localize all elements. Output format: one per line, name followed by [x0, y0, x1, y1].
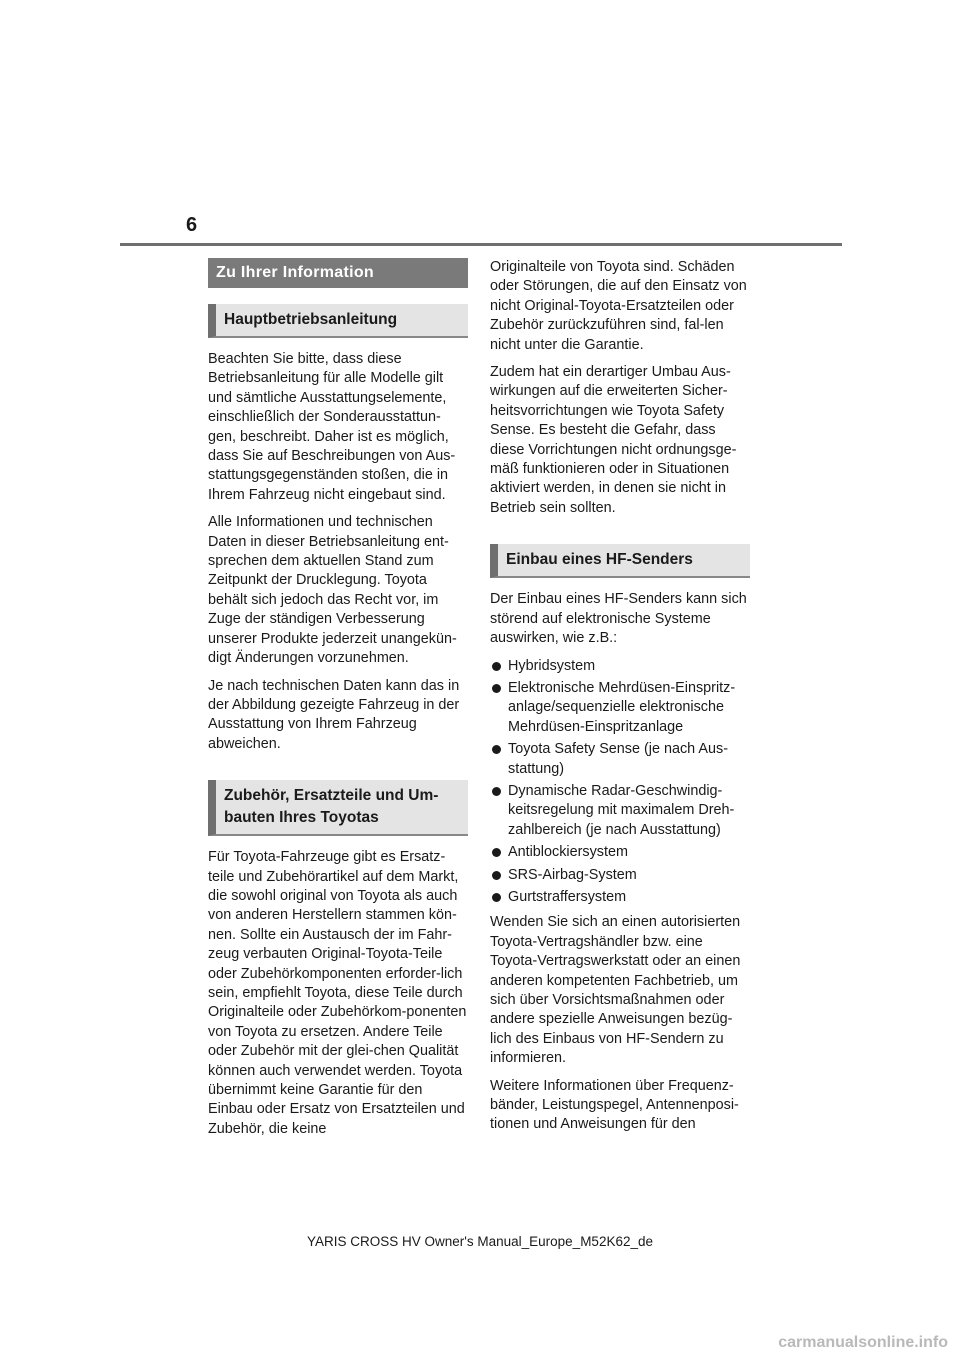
- bullet-icon: [492, 893, 501, 902]
- list-item: [490, 866, 750, 885]
- systems-list: [490, 657, 750, 908]
- list-item-text: Toyota Safety Sense (je nach Aus-stattung): [508, 741, 728, 777]
- paragraph: Originalteile von Toyota sind. Schäden oder Störungen, die auf den Einsatz von nicht Original-Toyota-Ersatzteilen oder Zubehör zurückzuführen sind, fal-len nicht unter die Garantie.: [490, 259, 747, 353]
- bullet-icon: [492, 871, 501, 880]
- list-item-text: SRS-Airbag-System: [508, 866, 637, 883]
- subsection-title-accessories: Zubehör, Ersatzteile und Um-bauten Ihres Toyotas: [208, 780, 468, 836]
- bullet-icon: [492, 745, 501, 754]
- list-item-text: Hybridsystem: [508, 657, 596, 674]
- left-column: [208, 258, 468, 1147]
- watermark-logo: carmanualsonline.info: [778, 1334, 948, 1351]
- list-item: [490, 888, 750, 907]
- paragraph: Wenden Sie sich an einen autorisierten Toyota-Vertragshändler bzw. eine Toyota-Vertragswerkstatt oder an einen anderen kompetenten Fachbetrieb, um sich über Vorsichtsmaßnahmen oder andere spezielle Anweisungen bezüg-lich des Einbaus von HF-Sendern zu informieren.: [490, 914, 741, 1067]
- paragraph: Je nach technischen Daten kann das in der Abbildung gezeigte Fahrzeug in der Ausstattung von Ihrem Fahrzeug abweichen.: [208, 677, 460, 752]
- paragraph: Zudem hat ein derartiger Umbau Aus-wirkungen auf die erweiterten Sicher-heitsvorrichtungen wie Toyota Safety Sense. Es besteht die Gefahr, dass diese Vorrichtungen nicht ordnungsge-mäß funktionieren oder in Situationen aktiviert werden, in denen sie nicht in Betrieb sein sollten.: [490, 364, 737, 516]
- paragraph: Beachten Sie bitte, dass diese Betriebsanleitung für alle Modelle gilt und sämtliche Ausstattungselemente, einschließlich der Sonderausstattun-gen, beschreibt. Daher ist es möglich, dass Sie auf Beschreibungen von Aus-stattungsgegenständen stoßen, die in Ihrem Fahrzeug nicht eingebaut sind.: [208, 351, 456, 503]
- right-column: [490, 258, 750, 1143]
- bullet-icon: [492, 848, 501, 857]
- paragraph: Für Toyota-Fahrzeuge gibt es Ersatz-teile und Zubehörartikel auf dem Markt, die sowohl original von Toyota als auch von anderen Herstellern stammen kön-nen. Sollte ein Austausch der im Fahr-zeug verbauten Original-Toyota-Teile oder Zubehörkomponenten erforder-lich sein, empfiehlt Toyota, diese Teile durch Originalteile oder Zubehörkom-ponenten von Toyota zu ersetzen. Andere Teile oder Zubehör mit der glei-chen Qualität können auch verwendet werden. Toyota übernimmt keine Garantie für den Einbau oder Ersatz von Ersatzteilen und Zubehör, die keine: [208, 849, 467, 1137]
- section-title: Zu Ihrer Information: [208, 258, 468, 288]
- list-item: [490, 657, 750, 676]
- list-item: [490, 782, 750, 840]
- paragraph: Weitere Informationen über Frequenz-bänder, Leistungspegel, Antennenposi-tionen und Anweisungen für den: [490, 1077, 739, 1133]
- list-item-text: Dynamische Radar-Geschwindig-keitsregelung mit maximalem Dreh-zahlbereich (je nach Ausstattung): [508, 782, 735, 838]
- subsection-title-rf-transmitter: Einbau eines HF-Senders: [490, 544, 750, 578]
- list-item: [490, 679, 750, 737]
- footer-doc-id: YARIS CROSS HV Owner's Manual_Europe_M52K62_de: [307, 1234, 653, 1249]
- list-item-text: Gurtstraffersystem: [508, 888, 627, 905]
- bullet-icon: [492, 787, 501, 796]
- header-rule: [120, 243, 842, 246]
- subsection-title-main-manual: Hauptbetriebsanleitung: [208, 304, 468, 338]
- list-item: [490, 740, 750, 779]
- bullet-icon: [492, 662, 501, 671]
- page-number: 6: [186, 214, 198, 236]
- paragraph: Der Einbau eines HF-Senders kann sich störend auf elektronische Systeme auswirken, wie z.B.:: [490, 591, 747, 647]
- bullet-icon: [492, 684, 501, 693]
- paragraph: Alle Informationen und technischen Daten in dieser Betriebsanleitung ent-sprechen dem aktuellen Stand zum Zeitpunkt der Drucklegung. Toyota behält sich jedoch das Recht vor, im Zuge der ständigen Verbesserung unserer Produkte jederzeit unangekün-digt Änderungen vorzunehmen.: [208, 514, 457, 667]
- list-item-text: Antiblockiersystem: [508, 844, 628, 861]
- list-item-text: Elektronische Mehrdüsen-Einspritz-anlage/sequenzielle elektronische Mehrdüsen-Einspritzanlage: [508, 679, 736, 735]
- list-item: [490, 843, 750, 862]
